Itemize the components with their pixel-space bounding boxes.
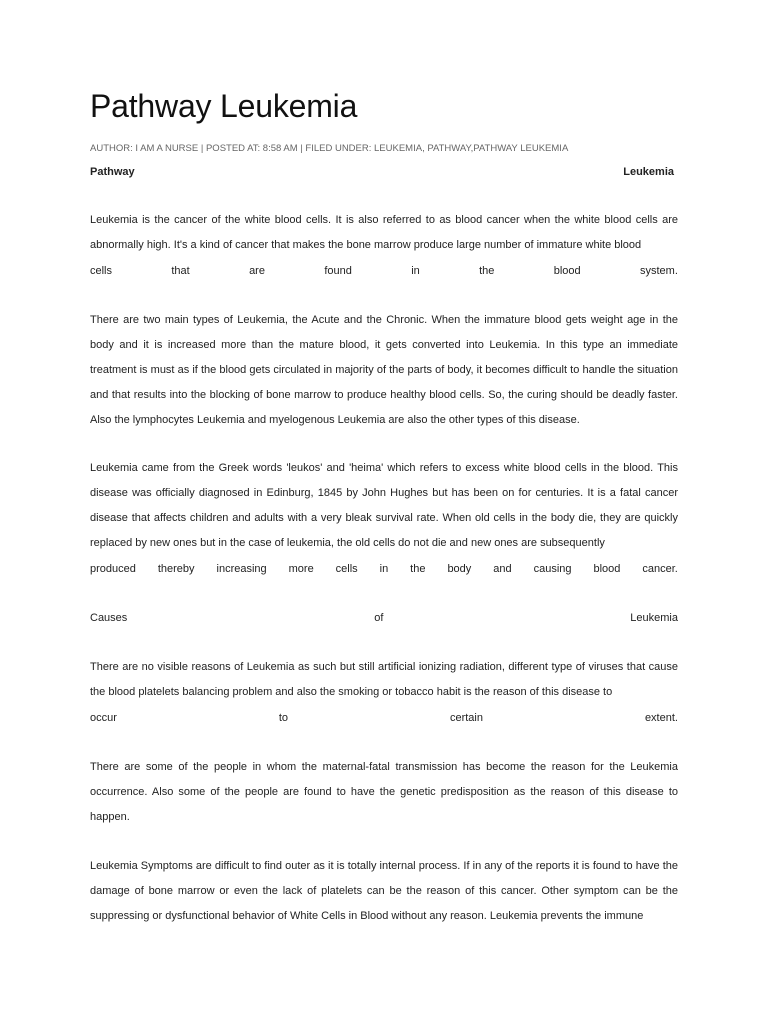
word: thereby bbox=[157, 563, 195, 575]
page-title: Pathway Leukemia bbox=[90, 88, 358, 124]
paragraph-causes: There are no visible reasons of Leukemia as such but still artificial ionizing radiation, different type of viruses that cause the blood platelets balancing problem and also the smoking or tobacco habit is the reason of this disease to bbox=[90, 661, 678, 698]
word: system. bbox=[640, 265, 678, 277]
paragraph-causes-last-line bbox=[90, 711, 678, 725]
word: the bbox=[479, 265, 495, 277]
post-meta: AUTHOR: I AM A NURSE | POSTED AT: 8:58 AM | FILED UNDER: LEUKEMIA, PATHWAY,PATHWAY LEUKEMIA bbox=[90, 143, 569, 154]
word: certain bbox=[449, 712, 483, 724]
word: Causes bbox=[90, 612, 128, 624]
word: cancer. bbox=[642, 563, 678, 575]
word: of bbox=[374, 612, 384, 624]
word: produced bbox=[90, 563, 136, 575]
word: blood bbox=[553, 265, 581, 277]
word: to bbox=[278, 712, 289, 724]
word: more bbox=[288, 563, 314, 575]
paragraph-transmission: There are some of the people in whom the maternal-fatal transmission has become the reason for the Leukemia occurrence. Also some of the people are found to have the genetic predisposition as the reason of this disease to happen. bbox=[90, 761, 678, 823]
word: in bbox=[379, 563, 389, 575]
subheading-word: Pathway bbox=[90, 166, 135, 178]
paragraph-history: Leukemia came from the Greek words 'leukos' and 'heima' which refers to excess white blood cells in the blood. This disease was officially diagnosed in Edinburg, 1845 by John Hughes but has been on for centuries. It is a fatal cancer disease that affects children and adults with a very bleak survival rate. When old cells in the body die, they are quickly replaced by new ones but in the case of leukemia, the old cells do not die and new ones are subsequently bbox=[90, 462, 678, 549]
subheading bbox=[90, 165, 674, 179]
word: extent. bbox=[644, 712, 678, 724]
paragraph-history-last-line bbox=[90, 562, 678, 576]
word: increasing bbox=[216, 563, 267, 575]
word: Leukemia bbox=[630, 612, 678, 624]
word: cells bbox=[90, 265, 113, 277]
word: the bbox=[410, 563, 426, 575]
word: body bbox=[447, 563, 472, 575]
causes-heading bbox=[90, 611, 678, 625]
word: occur bbox=[90, 712, 117, 724]
paragraph-symptoms: Leukemia Symptoms are difficult to find outer as it is totally internal process. If in any of the reports it is found to have the damage of bone marrow or even the lack of platelets can be the reason of this cancer. Other symptom can be the suppressing or dysfunctional behavior of White Cells in Blood without any reason. Leukemia prevents the immune bbox=[90, 860, 678, 922]
word: are bbox=[249, 265, 265, 277]
subheading-word: Leukemia bbox=[623, 166, 674, 178]
word: found bbox=[324, 265, 352, 277]
word: and bbox=[493, 563, 512, 575]
paragraph-intro: Leukemia is the cancer of the white blood cells. It is also referred to as blood cancer when the white blood cells are abnormally high. It's a kind of cancer that makes the bone marrow produce large number of immature white blood bbox=[90, 214, 678, 251]
word: cells bbox=[335, 563, 358, 575]
word: causing bbox=[533, 563, 572, 575]
word: that bbox=[171, 265, 190, 277]
paragraph-types: There are two main types of Leukemia, the Acute and the Chronic. When the immature blood gets weight age in the body and it is increased more than the mature blood, it gets converted into Leukemia. In this type an immediate treatment is must as if the blood gets circulated in majority of the parts of body, it becomes difficult to handle the situation and that results into the blocking of bone marrow to produce healthy blood cells. So, the curing should be deadly faster. Also the lymphocytes Leukemia and myelogenous Leukemia are also the other types of this disease. bbox=[90, 314, 678, 426]
word: in bbox=[411, 265, 420, 277]
word: blood bbox=[593, 563, 621, 575]
paragraph-intro-last-line bbox=[90, 264, 678, 278]
